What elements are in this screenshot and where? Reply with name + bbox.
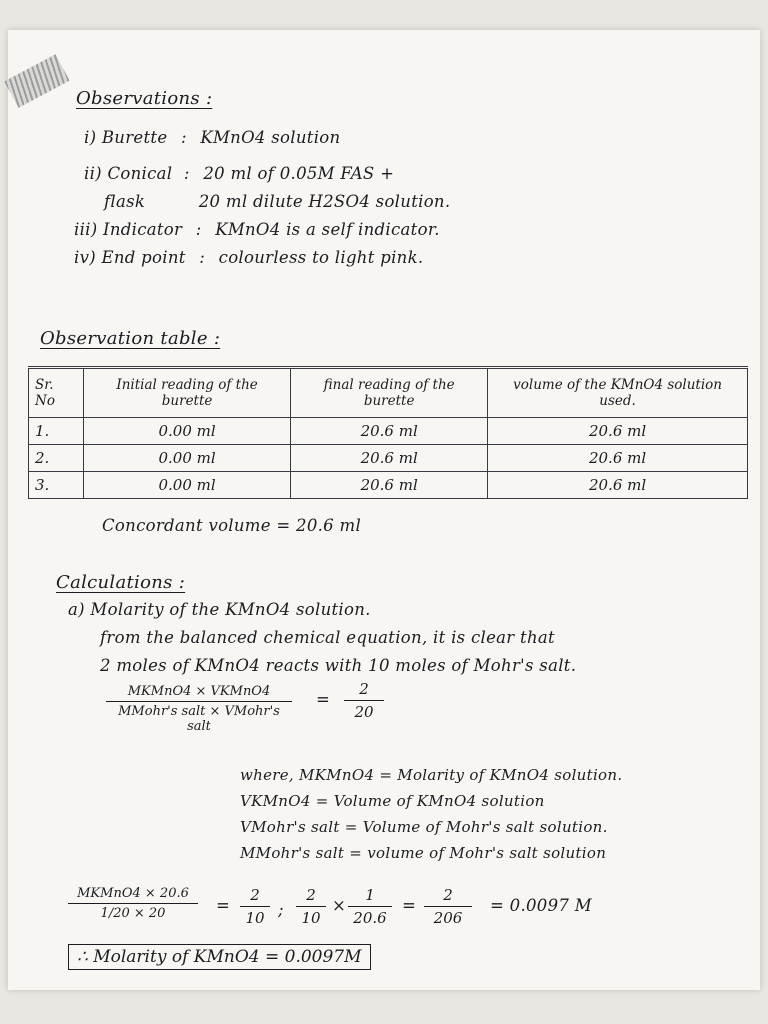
final-result: = 0.0097 M [490,896,592,915]
cell-final: 20.6 ml [291,418,488,445]
final-equals-2: = [402,896,417,915]
calculations-heading: Calculations : [56,572,186,593]
cell-initial: 0.00 ml [84,418,291,445]
calc-line-2: 2 moles of KMnO4 reacts with 10 moles of Mohr's salt. [100,656,577,675]
final-equals-1: = [216,896,231,915]
table-row [29,445,748,472]
obs-item-1: i) Burette : KMnO4 solution [84,128,341,147]
molarity-conclusion: ∴ Molarity of KMnO4 = 0.0097M [68,944,371,970]
obs-item-3: iii) Indicator : KMnO4 is a self indicator. [74,220,440,239]
header-sr-no: Sr. No [29,368,84,418]
where-line-1: where, MKMnO4 = Molarity of KMnO4 solution. [240,766,623,784]
header-final: final reading of the burette [291,368,488,418]
table-heading: Observation table : [40,328,221,349]
calc-line-1: from the balanced chemical equation, it is clear that [100,628,555,647]
step4-fraction: $\frac{2}{206}$ [424,886,472,927]
where-line-2: VKMnO4 = Volume of KMnO4 solution [240,792,545,810]
cell-sr: 3. [29,472,84,499]
observation-table [28,366,748,499]
where-line-4: MMohr's salt = volume of Mohr's salt solution [240,844,607,862]
spiral-binding [4,54,69,108]
observations-heading: Observations : [76,88,213,109]
semicolon: ; [278,900,284,919]
table-row [29,472,748,499]
final-fraction: MKMnO4 × 20.6 1/20 × 20 [68,886,198,921]
times-sign: × [332,896,347,915]
cell-initial: 0.00 ml [84,472,291,499]
notebook-page [8,30,760,990]
step2-fraction: $\frac{2}{10}$ [296,886,326,927]
cell-volume: 20.6 ml [488,445,748,472]
table-header-row [29,368,748,418]
cell-initial: 0.00 ml [84,445,291,472]
table-row [29,418,748,445]
ratio-value: $\frac{2}{20}$ [344,680,384,721]
step3-fraction: $\frac{1}{20.6}$ [348,886,392,927]
obs-item-4: iv) End point : colourless to light pink. [74,248,424,267]
part-a-title: a) Molarity of the KMnO4 solution. [68,600,371,619]
cell-final: 20.6 ml [291,472,488,499]
header-initial: Initial reading of the burette [84,368,291,418]
cell-sr: 1. [29,418,84,445]
cell-sr: 2. [29,445,84,472]
ratio-fraction: MKMnO4 × VKMnO4 MMohr's salt × VMohr's salt [106,684,292,734]
header-volume: volume of the KMnO4 solution used. [488,368,748,418]
concordant-volume: Concordant volume = 20.6 ml [102,516,362,535]
obs-item-2: ii) Conical : 20 ml of 0.05M FAS + [84,164,395,183]
ratio-equals: = [316,690,331,709]
cell-volume: 20.6 ml [488,418,748,445]
cell-final: 20.6 ml [291,445,488,472]
obs-item-2-line2: flask 20 ml dilute H2SO4 solution. [104,192,451,211]
step1-fraction: $\frac{2}{10}$ [240,886,270,927]
where-line-3: VMohr's salt = Volume of Mohr's salt solution. [240,818,608,836]
cell-volume: 20.6 ml [488,472,748,499]
